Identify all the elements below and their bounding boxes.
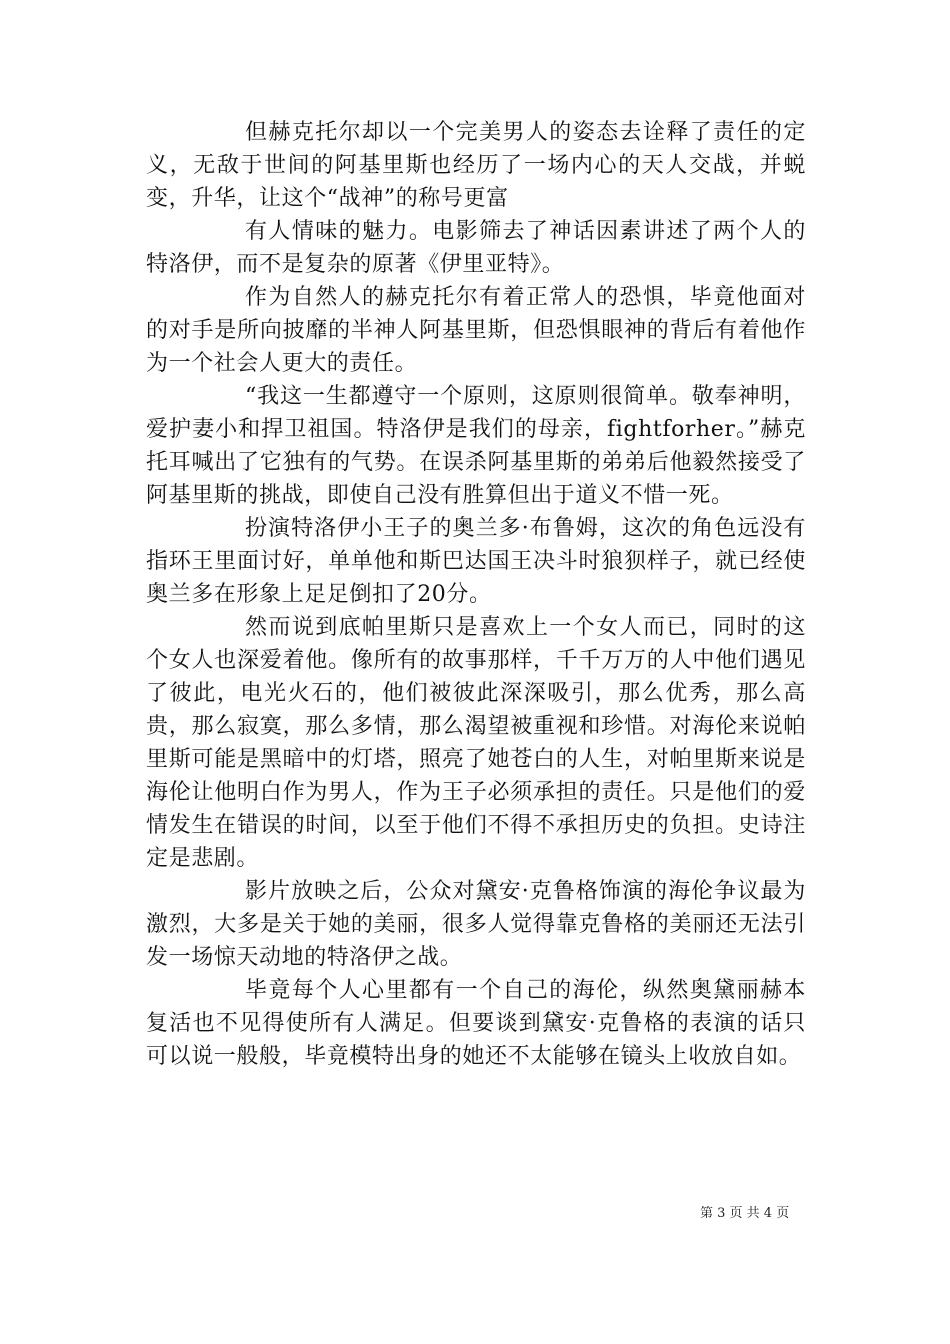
- paragraph: 有人情味的魅力。电影筛去了神话因素讲述了两个人的特洛伊，而不是复杂的原著《伊里亚特》。: [146, 219, 806, 277]
- paragraph: 扮演特洛伊小王子的奥兰多·布鲁姆，这次的角色远没有指环王里面讨好，单单他和斯巴达国王决斗时狼狈样子，就已经使奥兰多在形象上足足倒扣了20分。: [146, 516, 806, 607]
- paragraph: 毕竟每个人心里都有一个自己的海伦，纵然奥黛丽赫本复活也不见得使所有人满足。但要谈到黛安·克鲁格的表演的话只可以说一般般，毕竟模特出身的她还不太能够在镜头上收放自如。: [146, 978, 806, 1069]
- paragraph: “我这一生都遵守一个原则，这原则很简单。敬奉神明，爱护妻小和捍卫祖国。特洛伊是我们的母亲，fightforher。”赫克托耳喊出了它独有的气势。在误杀阿基里斯的弟弟后他毅然接受了阿基里斯的挑战，即使自己没有胜算但出于道义不惜一死。: [146, 384, 806, 508]
- paragraph: 但赫克托尔却以一个完美男人的姿态去诠释了责任的定义，无敌于世间的阿基里斯也经历了一场内心的天人交战，并蜕变，升华，让这个“战神”的称号更富: [146, 120, 806, 211]
- paragraph: 然而说到底帕里斯只是喜欢上一个女人而已，同时的这个女人也深爱着他。像所有的故事那样，千千万万的人中他们遇见了彼此，电光火石的，他们被彼此深深吸引，那么优秀，那么高贵，那么寂寞，那么多情，那么渴望被重视和珍惜。对海伦来说帕里斯可能是黑暗中的灯塔，照亮了她苍白的人生，对帕里斯来说是海伦让他明白作为男人，作为王子必须承担的责任。只是他们的爱情发生在错误的时间，以至于他们不得不承担历史的负担。史诗注定是悲剧。: [146, 615, 806, 871]
- document-body: [146, 116, 806, 1073]
- paragraph: 作为自然人的赫克托尔有着正常人的恐惧，毕竟他面对的对手是所向披靡的半神人阿基里斯，但恐惧眼神的背后有着他作为一个社会人更大的责任。: [146, 285, 806, 376]
- paragraph: 影片放映之后，公众对黛安·克鲁格饰演的海伦争议最为激烈，大多是关于她的美丽，很多人觉得靠克鲁格的美丽还无法引发一场惊天动地的特洛伊之战。: [146, 879, 806, 970]
- page-number-footer: 第 3 页 共 4 页: [700, 1206, 790, 1221]
